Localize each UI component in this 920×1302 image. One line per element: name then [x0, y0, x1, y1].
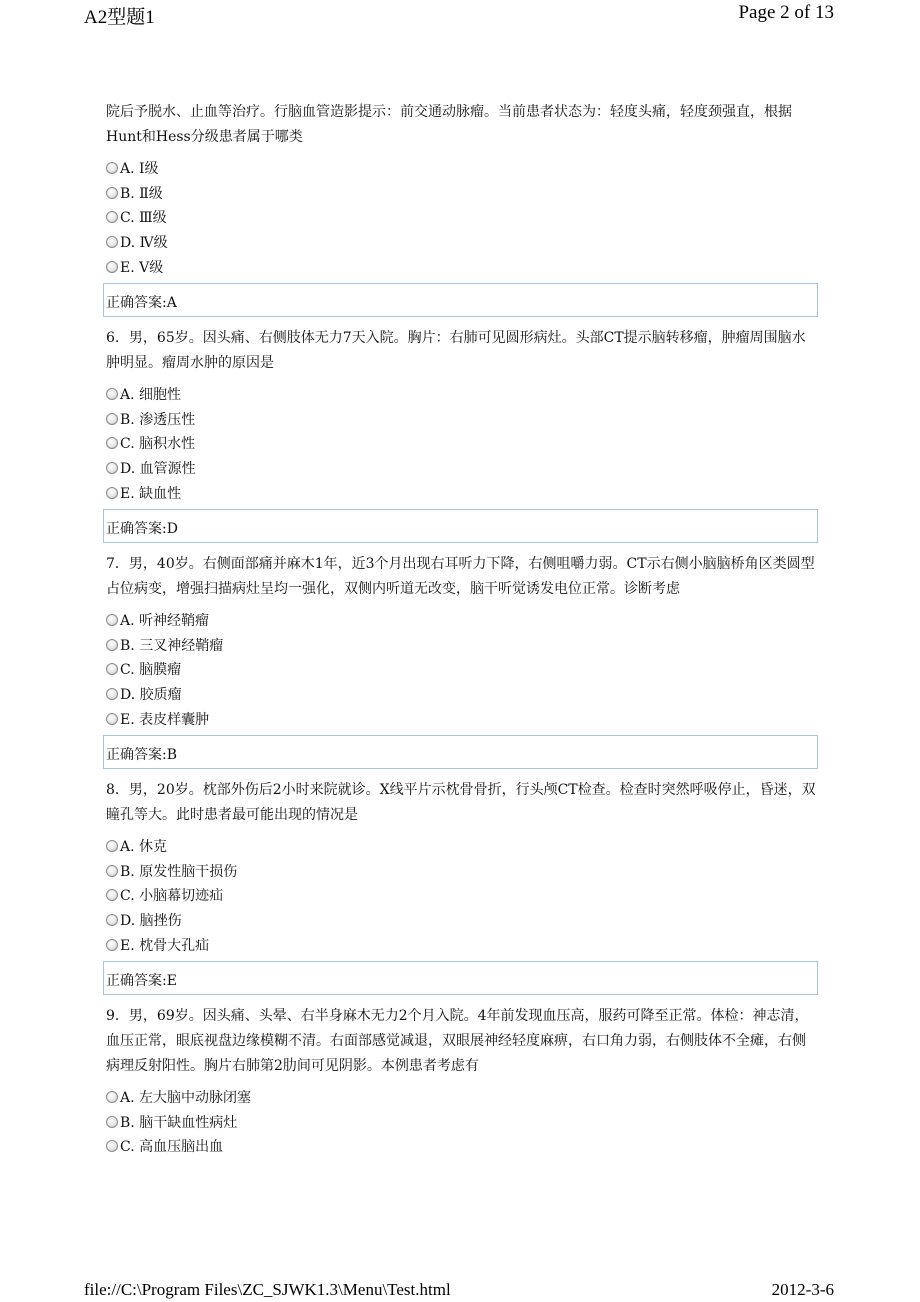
option-row[interactable] — [106, 682, 818, 707]
option-row[interactable] — [106, 254, 818, 279]
radio-button[interactable] — [106, 413, 118, 425]
option-row[interactable] — [106, 706, 818, 731]
option-row[interactable] — [106, 382, 818, 407]
option-row[interactable] — [106, 633, 818, 658]
option-label: E. 缺血性 — [120, 485, 182, 502]
option-row[interactable] — [106, 1134, 818, 1159]
option-row[interactable] — [106, 456, 818, 481]
option-row[interactable] — [106, 883, 818, 908]
correct-answer-box: 正确答案:B — [103, 735, 818, 769]
radio-button[interactable] — [106, 865, 118, 877]
radio-button[interactable] — [106, 1116, 118, 1128]
question-text: 6．男，65岁。因头痛、右侧肢体无力7天入院。胸片：右肺可见圆形病灶。头部CT提示脑转移瘤，肿瘤周围脑水肿明显。瘤周水肿的原因是 — [106, 329, 806, 371]
option-row[interactable] — [106, 657, 818, 682]
option-label: D. 胶质瘤 — [120, 687, 182, 704]
radio-button[interactable] — [106, 939, 118, 951]
correct-answer-box: 正确答案:E — [103, 961, 818, 995]
option-list — [106, 834, 818, 957]
question-block — [106, 100, 818, 317]
option-label: A. 左大脑中动脉闭塞 — [120, 1090, 252, 1107]
radio-button[interactable] — [106, 639, 118, 651]
question-list — [106, 100, 818, 1159]
radio-button[interactable] — [106, 261, 118, 273]
radio-button[interactable] — [106, 211, 118, 223]
correct-answer-box: 正确答案:A — [103, 283, 818, 317]
option-row[interactable] — [106, 230, 818, 255]
footer-date: 2012-3-6 — [771, 1280, 834, 1299]
option-row[interactable] — [106, 156, 818, 181]
option-row[interactable] — [106, 1085, 818, 1110]
option-list — [106, 382, 818, 505]
radio-button[interactable] — [106, 388, 118, 400]
option-label: C. Ⅲ级 — [120, 210, 167, 227]
option-row[interactable] — [106, 407, 818, 432]
option-label: C. 脑积水性 — [120, 436, 196, 453]
option-row[interactable] — [106, 431, 818, 456]
option-row[interactable] — [106, 834, 818, 859]
option-label: D. Ⅳ级 — [120, 235, 168, 252]
option-label: A. 休克 — [120, 839, 168, 856]
option-label: D. 脑挫伤 — [120, 912, 182, 929]
radio-button[interactable] — [106, 614, 118, 626]
radio-button[interactable] — [106, 840, 118, 852]
option-label: B. 脑干缺血性病灶 — [120, 1114, 238, 1131]
option-list — [106, 608, 818, 731]
option-row[interactable] — [106, 1109, 818, 1134]
question-block — [106, 326, 818, 543]
radio-button[interactable] — [106, 187, 118, 199]
option-label: D. 血管源性 — [120, 461, 196, 478]
option-label: E. Ⅴ级 — [120, 259, 164, 276]
option-label: E. 枕骨大孔疝 — [120, 937, 210, 954]
option-row[interactable] — [106, 608, 818, 633]
radio-button[interactable] — [106, 713, 118, 725]
radio-button[interactable] — [106, 162, 118, 174]
question-block — [106, 778, 818, 995]
radio-button[interactable] — [106, 487, 118, 499]
option-label: E. 表皮样囊肿 — [120, 711, 210, 728]
option-row[interactable] — [106, 932, 818, 957]
radio-button[interactable] — [106, 914, 118, 926]
radio-button[interactable] — [106, 688, 118, 700]
question-text: 院后予脱水、止血等治疗。行脑血管造影提示：前交通动脉瘤。当前患者状态为：轻度头痛，轻度颈强直，根据Hunt和Hess分级患者属于哪类 — [106, 104, 792, 145]
header-title: A2型题1 — [84, 7, 155, 28]
question-text: 9．男，69岁。因头痛、头晕、右半身麻木无力2个月入院。4年前发现血压高，服药可降至正常。体检：神志清，血压正常，眼底视盘边缘模糊不清。右面部感觉减退，双眼展神经轻度麻痹，右口角力弱，右侧肢体不全瘫，右侧病理反射阳性。胸片右肺第2肋间可见阴影。本例患者考虑有 — [106, 1007, 809, 1074]
option-label: C. 小脑幕切迹疝 — [120, 888, 224, 905]
option-row[interactable] — [106, 859, 818, 884]
question-text: 7．男，40岁。右侧面部痛并麻木1年，近3个月出现右耳听力下降，右侧咀嚼力弱。CT示右侧小脑脑桥角区类圆型占位病变，增强扫描病灶呈均一强化，双侧内听道无改变，脑干听觉诱发电位正常。诊断考虑 — [106, 555, 815, 597]
option-label: A. 听神经鞘瘤 — [120, 613, 210, 630]
radio-button[interactable] — [106, 1140, 118, 1152]
option-row[interactable] — [106, 908, 818, 933]
option-label: B. 原发性脑干损伤 — [120, 863, 238, 880]
radio-button[interactable] — [106, 889, 118, 901]
option-row[interactable] — [106, 205, 818, 230]
radio-button[interactable] — [106, 437, 118, 449]
option-label: C. 脑膜瘤 — [120, 662, 182, 679]
footer-file-path: file://C:\Program Files\ZC_SJWK1.3\Menu\Test.html — [84, 1280, 451, 1299]
option-row[interactable] — [106, 181, 818, 206]
question-text: 8．男，20岁。枕部外伤后2小时来院就诊。X线平片示枕骨骨折，行头颅CT检查。检查时突然呼吸停止，昏迷，双瞳孔等大。此时患者最可能出现的情况是 — [106, 781, 816, 823]
radio-button[interactable] — [106, 663, 118, 675]
option-label: B. 渗透压性 — [120, 411, 196, 428]
option-label: C. 高血压脑出血 — [120, 1139, 224, 1156]
option-label: A. 细胞性 — [120, 387, 182, 404]
option-label: B. Ⅱ级 — [120, 185, 163, 202]
option-label: A. Ⅰ级 — [120, 161, 159, 178]
radio-button[interactable] — [106, 1091, 118, 1103]
correct-answer-box: 正确答案:D — [103, 509, 818, 543]
option-list — [106, 156, 818, 279]
question-block — [106, 552, 818, 769]
option-row[interactable] — [106, 480, 818, 505]
radio-button[interactable] — [106, 462, 118, 474]
option-list — [106, 1085, 818, 1159]
option-label: B. 三叉神经鞘瘤 — [120, 637, 224, 654]
page-number: Page 2 of 13 — [738, 2, 834, 23]
radio-button[interactable] — [106, 236, 118, 248]
question-block — [106, 1004, 818, 1159]
